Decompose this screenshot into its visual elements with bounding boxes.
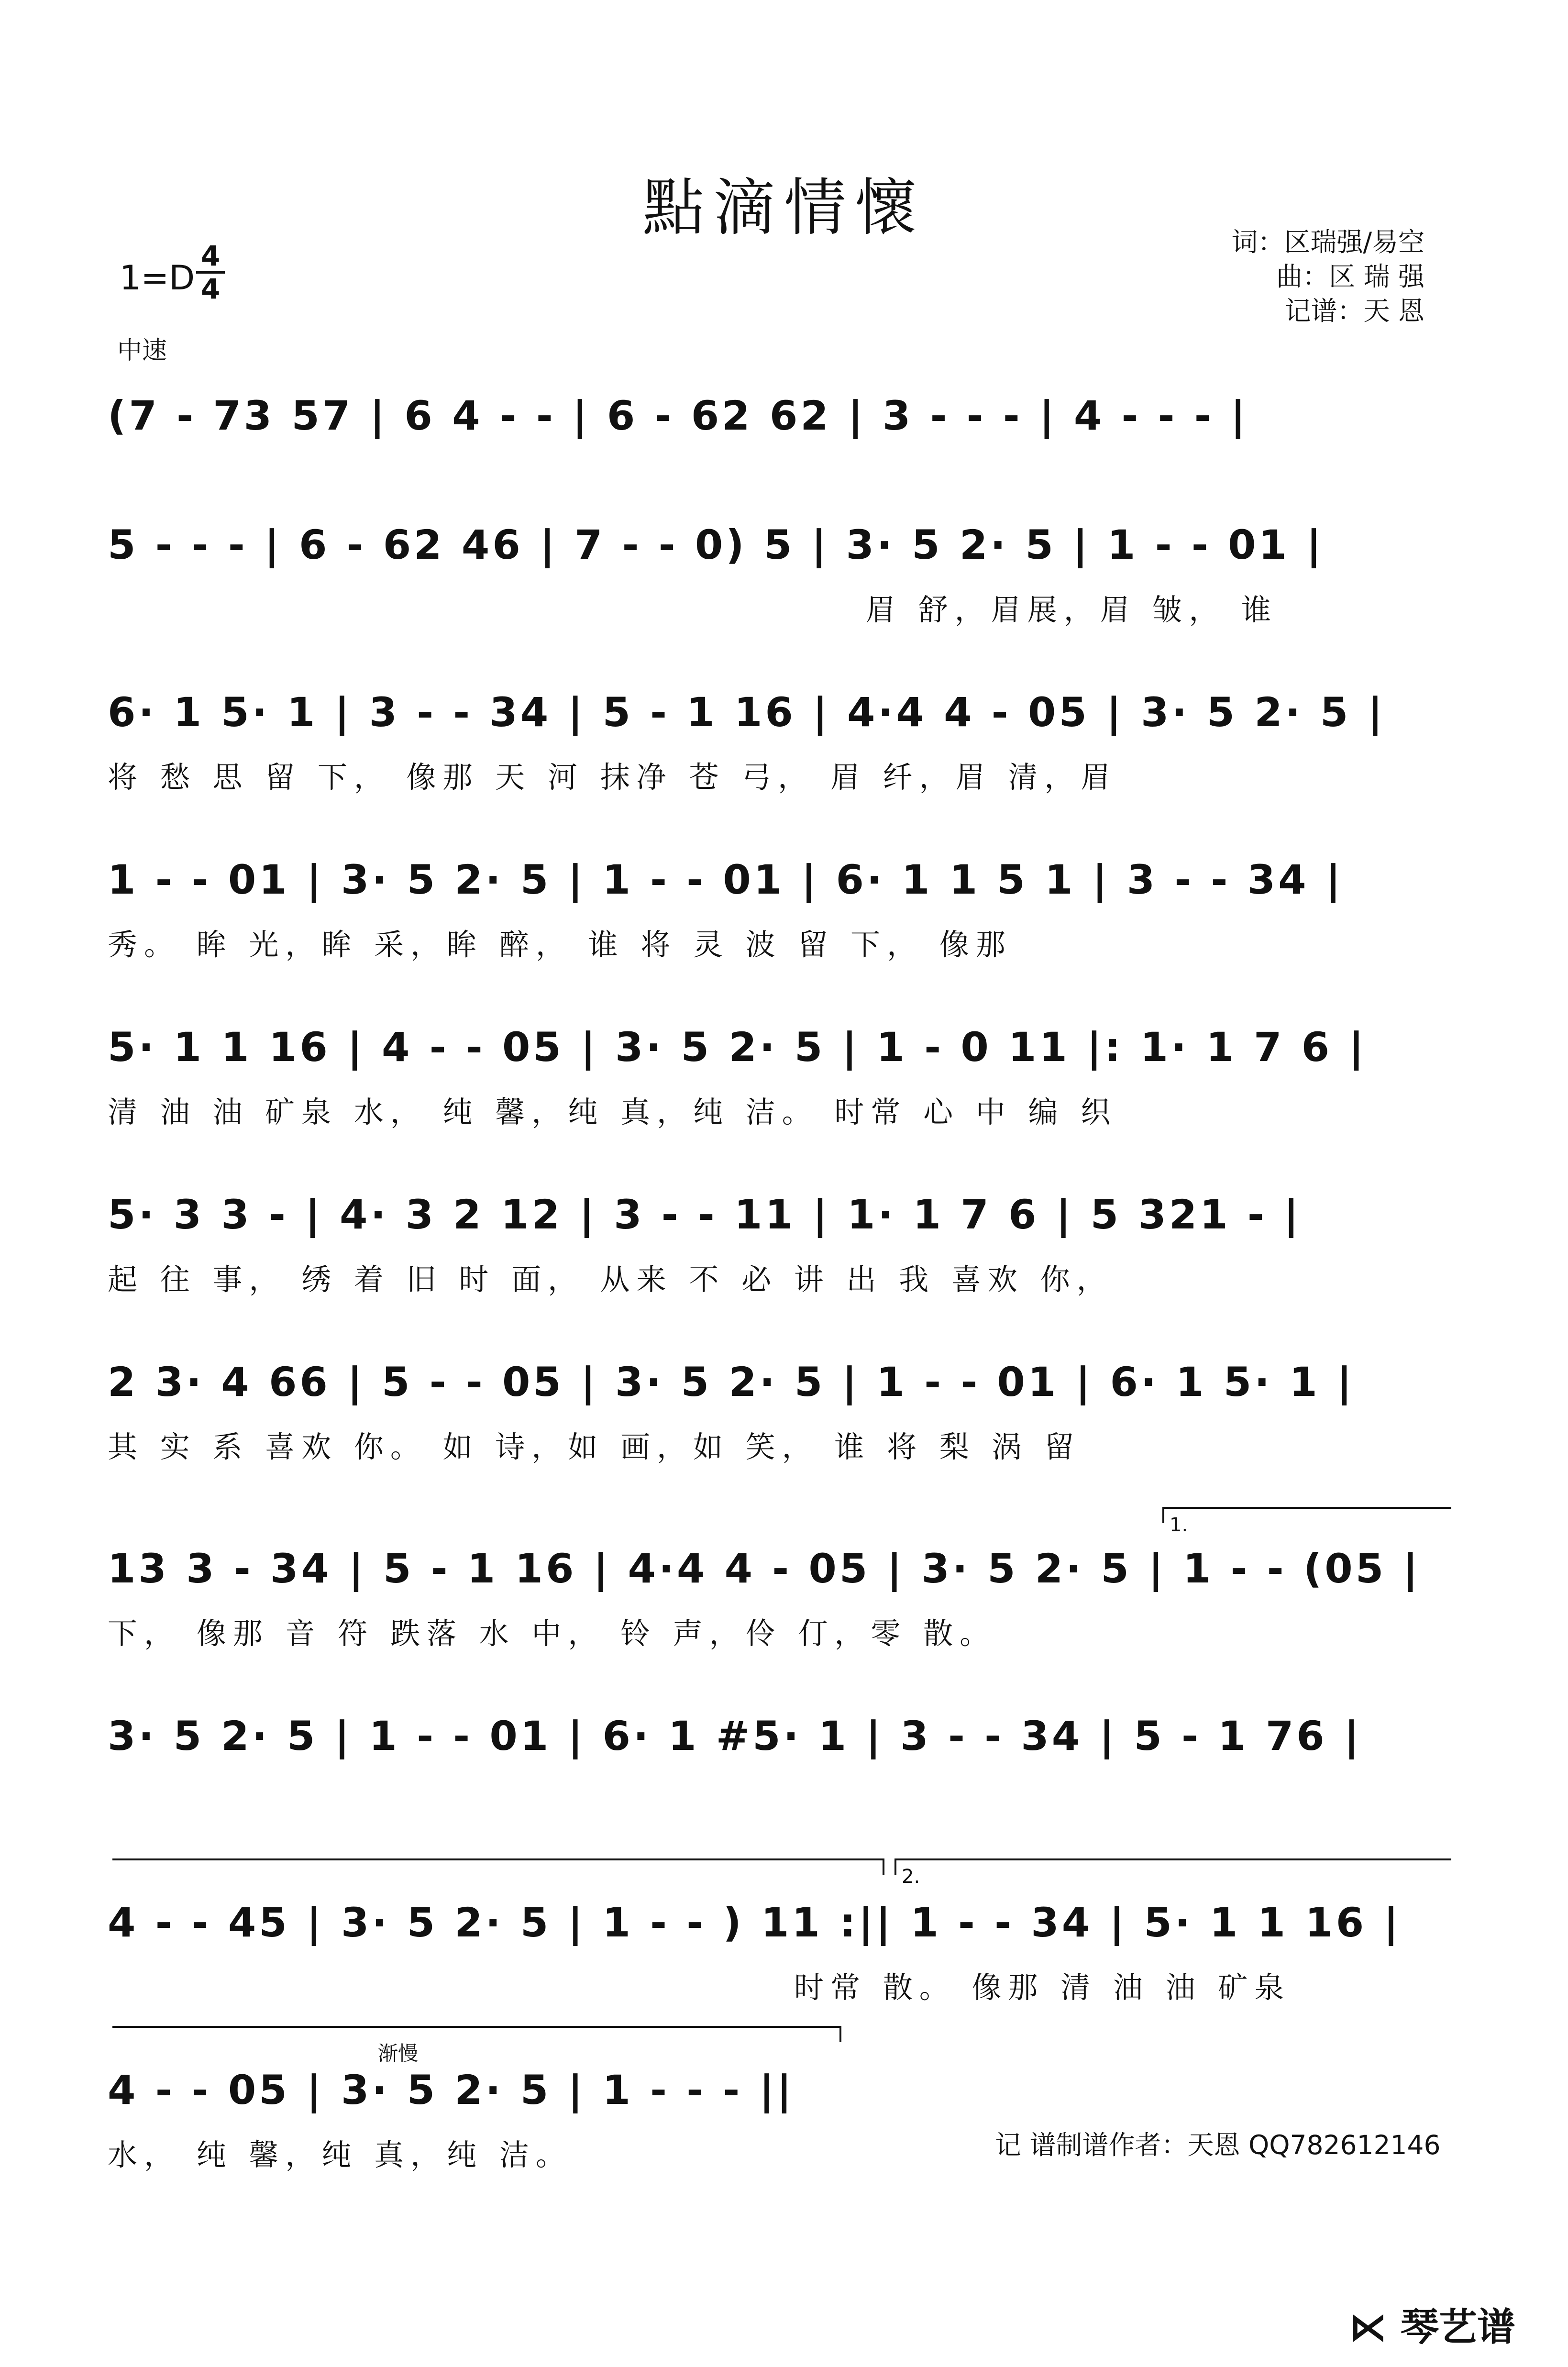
score-row-1-notes: (7 - 73 57 | 6 4 - - | 6 - 62 62 | 3 - - - | 4 - - - |: [108, 392, 1248, 439]
score-row-4-notes: 1 - - 01 | 3· 5 2· 5 | 1 - - 01 | 6· 1 1 5 1 | 3 - - 34 |: [108, 856, 1344, 903]
logo-icon: ⋉: [1349, 2305, 1387, 2349]
author-note: 记 谱制谱作者：天恩 QQ782612146: [995, 2130, 1441, 2160]
ritardando-marking: 渐慢: [378, 2042, 419, 2065]
score-row-8-lyrics: 下， 像那 音 符 跌落 水 中， 铃 声，伶 仃，零 散。: [108, 1616, 996, 1651]
time-signature-bottom: 4: [200, 273, 221, 305]
score-row-8-notes: 13 3 - 34 | 5 - 1 16 | 4·4 4 - 05 | 3· 5 2· 5 | 1 - - (05 |: [108, 1545, 1421, 1592]
score-row-5-lyrics: 清 油 油 矿泉 水， 纯 馨，纯 真，纯 洁。 时常 心 中 编 织: [108, 1095, 1117, 1129]
score-row-6-lyrics: 起 往 事， 绣 着 旧 时 面， 从来 不 必 讲 出 我 喜欢 你，: [108, 1262, 1113, 1297]
score-row-11-notes: 4 - - 05 | 3· 5 2· 5 | 1 - - - ||: [108, 2067, 795, 2113]
score-row-9-notes: 3· 5 2· 5 | 1 - - 01 | 6· 1 #5· 1 | 3 - - 34 | 5 - 1 76 |: [108, 1713, 1362, 1759]
tempo-marking: 中速: [117, 336, 167, 365]
brand-name: 琴艺谱: [1400, 2305, 1515, 2349]
score-row-7-notes: 2 3· 4 66 | 5 - - 05 | 3· 5 2· 5 | 1 - - 01 | 6· 1 5· 1 |: [108, 1359, 1355, 1405]
volta-2-bracket: [894, 1858, 1451, 1875]
volta-2-label: 2.: [902, 1866, 920, 1888]
score-row-3-notes: 6· 1 5· 1 | 3 - - 34 | 5 - 1 16 | 4·4 4 - 05 | 3· 5 2· 5 |: [108, 689, 1386, 736]
score-row-10-lyrics: 时常 散。 像那 清 油 油 矿泉: [794, 1970, 1291, 2005]
volta-1-continuation-bracket: [112, 1858, 884, 1875]
score-row-6-notes: 5· 3 3 - | 4· 3 2 12 | 3 - - 11 | 1· 1 7 6 | 5 321 - |: [108, 1191, 1302, 1238]
score-row-11-lyrics: 水， 纯 馨，纯 真，纯 洁。: [108, 2137, 572, 2172]
transcriber-credit: 记谱：天 恩: [1284, 296, 1424, 326]
volta-2-continuation-bracket: [112, 2026, 841, 2042]
key-signature: 1=D: [120, 258, 195, 298]
brand-logo: [1349, 2296, 1515, 2351]
lyricist-credit: 词：区瑞强/易空: [1231, 227, 1424, 257]
score-row-10-notes: 4 - - 45 | 3· 5 2· 5 | 1 - - ) 11 :|| 1 - - 34 | 5· 1 1 16 |: [108, 1899, 1402, 1946]
volta-1-label: 1.: [1170, 1514, 1188, 1536]
volta-1-bracket: [1162, 1507, 1451, 1523]
credits-block: [1231, 225, 1424, 328]
score-row-2-notes: 5 - - - | 6 - 62 46 | 7 - - 0) 5 | 3· 5 2· 5 | 1 - - 01 |: [108, 521, 1324, 568]
score-row-5-notes: 5· 1 1 16 | 4 - - 05 | 3· 5 2· 5 | 1 - 0 11 |: 1· 1 7 6 |: [108, 1024, 1367, 1071]
score-row-7-lyrics: 其 实 系 喜欢 你。 如 诗，如 画，如 笑， 谁 将 梨 涡 留: [108, 1429, 1081, 1464]
time-signature-top: 4: [200, 240, 221, 272]
score-row-4-lyrics: 秀。 眸 光，眸 采，眸 醉， 谁 将 灵 波 留 下， 像那: [108, 927, 1012, 962]
score-row-2-lyrics: 眉 舒，眉展，眉 皱， 谁: [866, 592, 1278, 627]
page-title: 點滴情懷: [642, 171, 926, 244]
time-signature: [196, 242, 225, 303]
score-row-3-lyrics: 将 愁 思 留 下， 像那 天 河 抹净 苍 弓， 眉 纤，眉 清，眉: [108, 760, 1117, 795]
composer-credit: 曲：区 瑞 强: [1276, 261, 1424, 292]
